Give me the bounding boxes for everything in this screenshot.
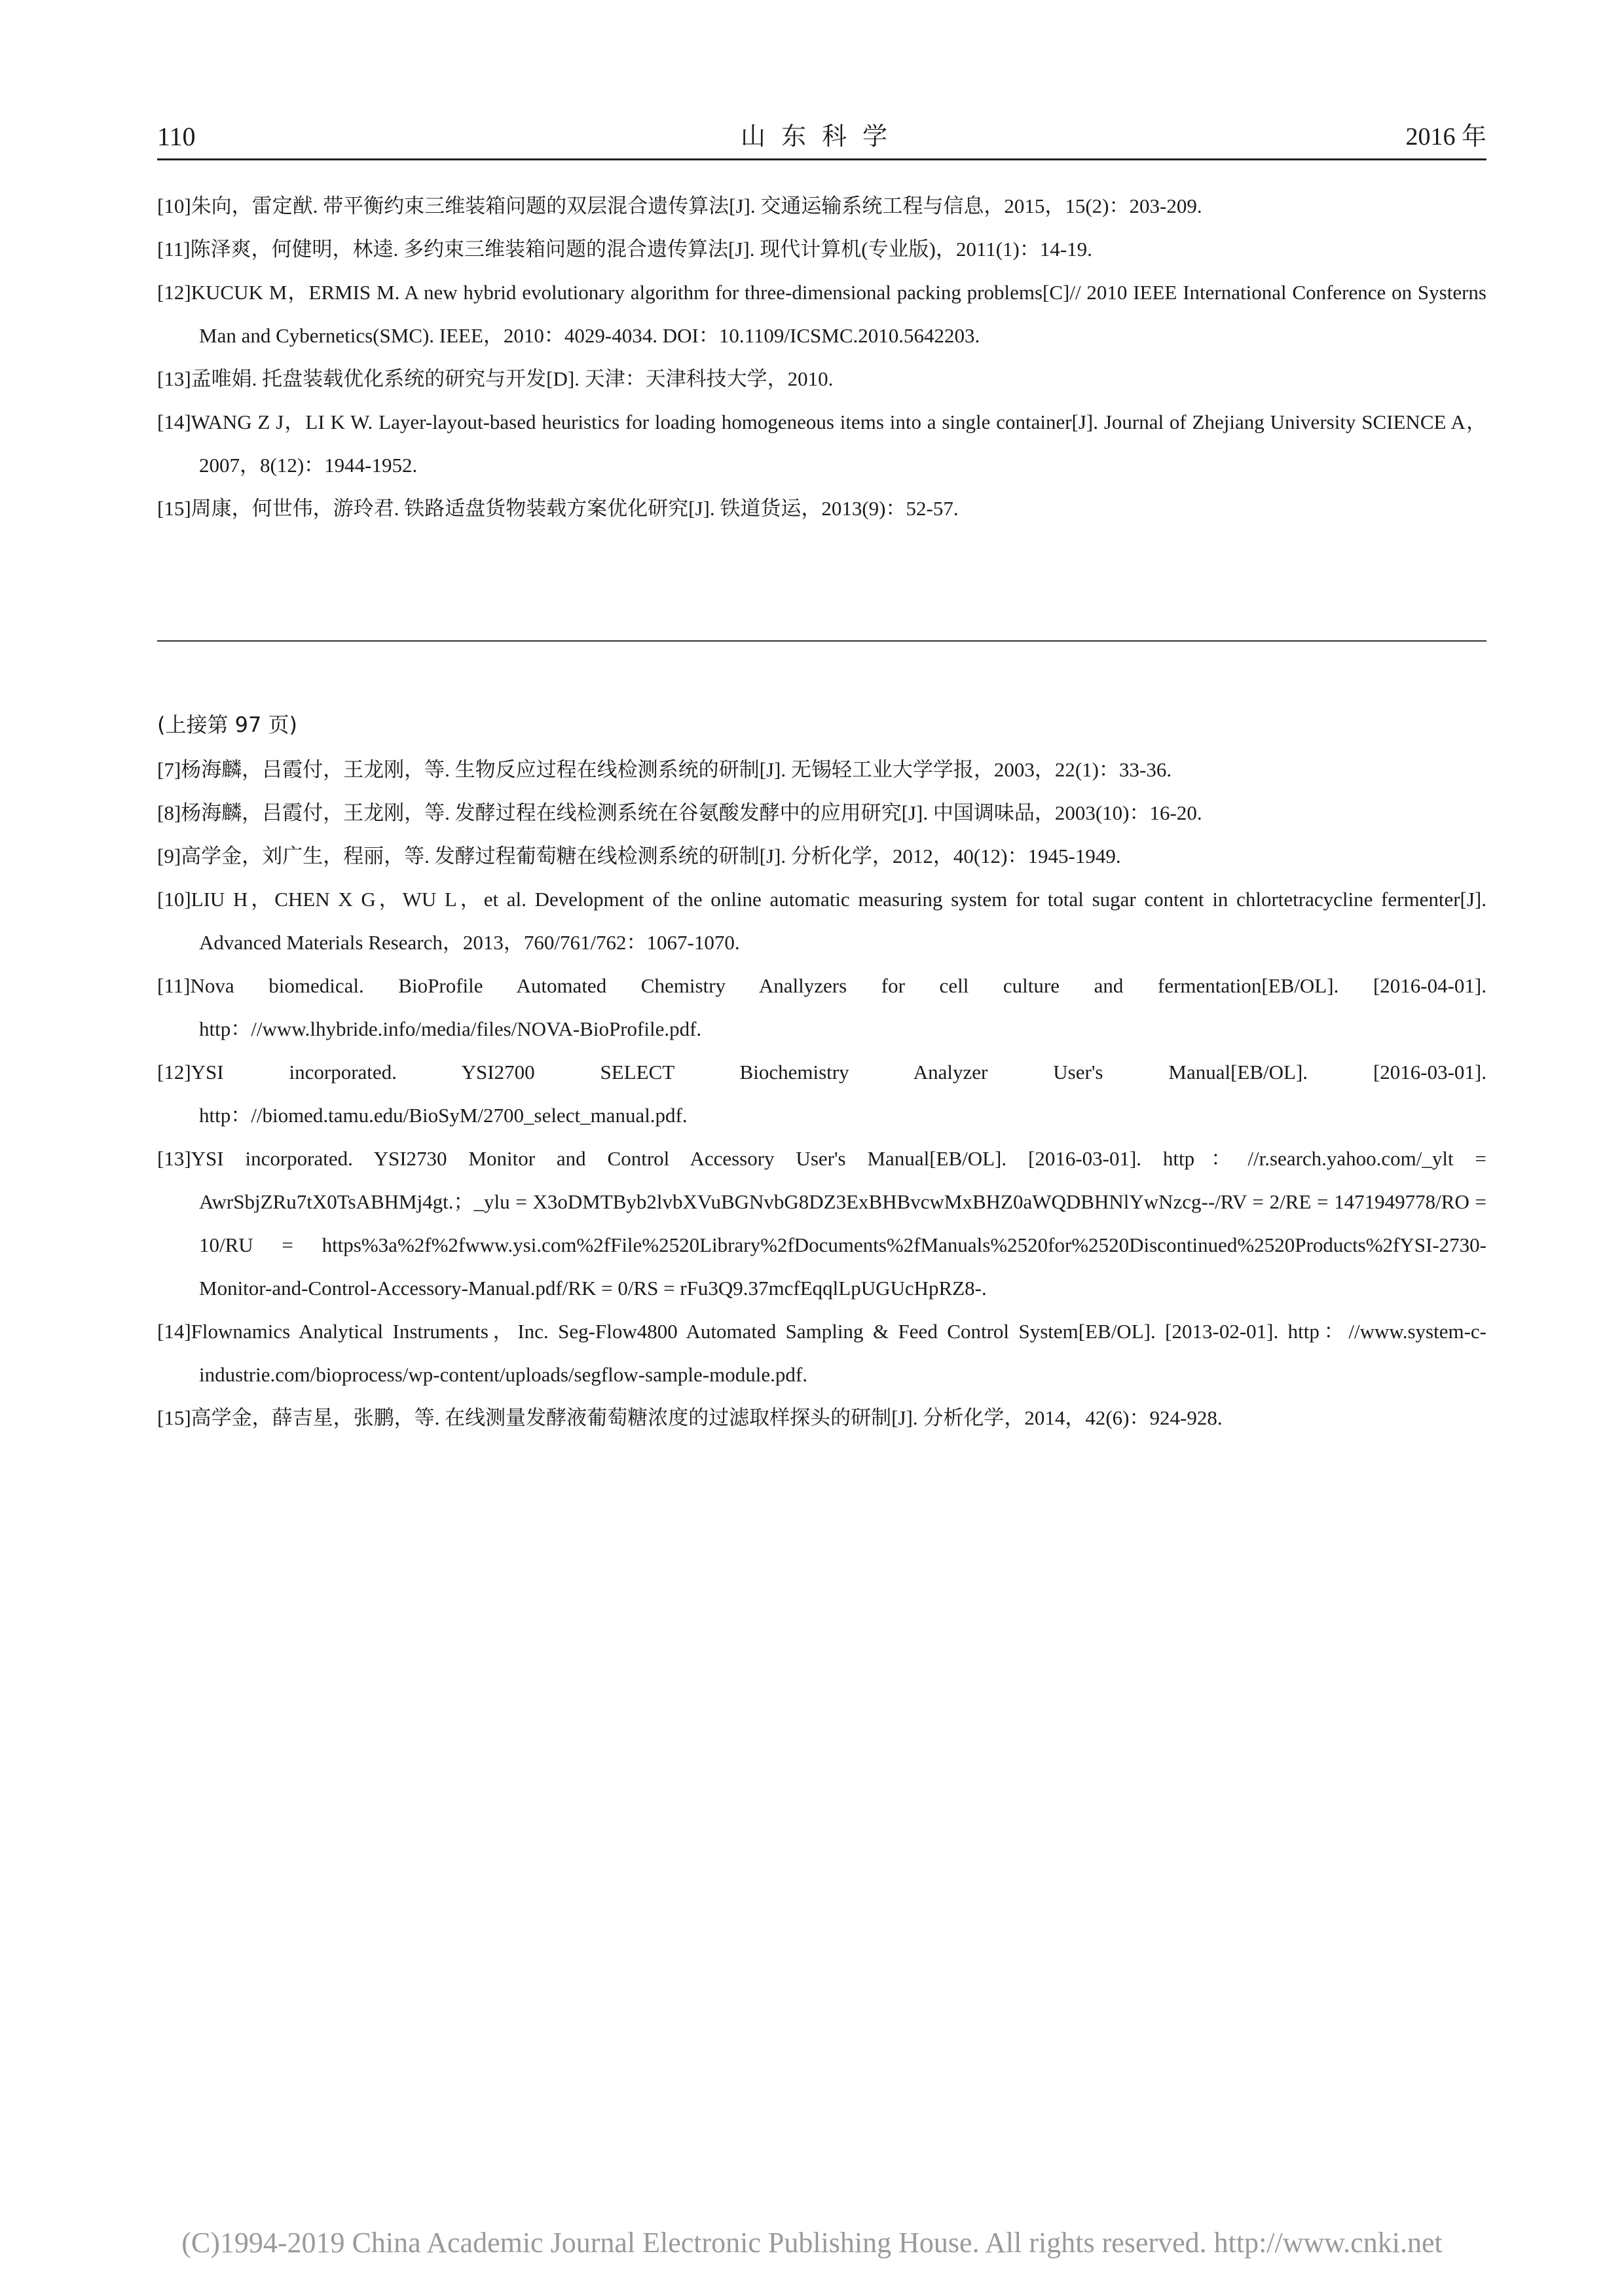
continued-from-label: (上接第 97 页) (157, 712, 298, 737)
reference-item: [15]周康，何世伟，游玲君. 铁路适盘货物装载方案优化研究[J]. 铁道货运，2013(9)：52-57. (157, 497, 959, 520)
reference-item: [13]孟唯娟. 托盘装载优化系统的研究与开发[D]. 天津：天津科技大学，2010. (157, 367, 834, 390)
reference-item: [7]杨海麟，吕霞付，王龙刚，等. 生物反应过程在线检测系统的研制[J]. 无锡轻工业大学学报，2003，22(1)：33-36. (157, 758, 1172, 781)
section-divider (157, 640, 1486, 642)
reference-item: [10]朱向，雷定猷. 带平衡约束三维装箱问题的双层混合遗传算法[J]. 交通运输系统工程与信息，2015，15(2)：203-209. (157, 194, 1202, 217)
page-header (157, 118, 1486, 157)
reference-item: [12]KUCUK M，ERMIS M. A new hybrid evolutionary algorithm for three-dimensional packing problems[C]// 2010 IEEE International Conference on Systerns Man and Cybernetics(SMC). IEEE，2010：4029-4034. DOI：10.1109/ICSMC.2010.5642203. (157, 281, 1486, 347)
reference-item: [8]杨海麟，吕霞付，王龙刚，等. 发酵过程在线检测系统在谷氨酸发酵中的应用研究[J]. 中国调味品，2003(10)：16-20. (157, 801, 1202, 824)
reference-item: [14]WANG Z J，LI K W. Layer-layout-based heuristics for loading homogeneous items into a single container[J]. Journal of Zhejiang University SCIENCE A，2007，8(12)：1944-1952. (157, 410, 1486, 477)
reference-item: [11]陈泽爽，何健明，林逵. 多约束三维装箱问题的混合遗传算法[J]. 现代计算机(专业版)，2011(1)：14-19. (157, 238, 1092, 261)
reference-item: [12]YSI incorporated. YSI2700 SELECT Biochemistry Analyzer User's Manual[EB/OL]. [2016-03-01]. http：//biomed.tamu.edu/BioSyM/2700_select_manual.pdf. (157, 1061, 1486, 1127)
reference-item: [13]YSI incorporated. YSI2730 Monitor and Control Accessory User's Manual[EB/OL]. [2016-03-01]. http：//r.search.yahoo.com/_ylt = AwrSbjZRu7tX0TsABHMj4gt.；_ylu = X3oDMTByb2lvbXVuBGNvbG8DZ3ExBHBvcwMxBHZ0aWQDBHNlYwNzcg--/RV = 2/RE = 1471949778/RO = 10/RU = https%3a%2f%2fwww.ysi.com%2fFile%2520Library%2fDocuments%2fManuals%2520for%2520Discontinued%2520Products%2fYSI-2730-Monitor-and-Control-Accessory-Manual.pdf/RK = 0/RS = rFu3Q9.37mcfEqqlLpUGUcHpRZ8-. (157, 1147, 1486, 1300)
page-number: 110 (157, 122, 196, 151)
header-divider (157, 158, 1486, 160)
reference-list-top (157, 185, 1486, 530)
reference-item: [14]Flownamics Analytical Instruments，Inc. Seg-Flow4800 Automated Sampling & Feed Control System[EB/OL]. [2013-02-01]. http：//www.system-c-industrie.com/bioprocess/wp-content/uploads/segflow-sample-module.pdf. (157, 1320, 1486, 1386)
reference-item: [11]Nova biomedical. BioProfile Automated Chemistry Anallyzers for cell culture and fermentation[EB/OL]. [2016-04-01]. http：//www.lhybride.info/media/files/NOVA-BioProfile.pdf. (157, 974, 1486, 1040)
journal-title: 山东科学 (740, 122, 903, 151)
reference-list-bottom (157, 748, 1486, 1440)
publication-year: 2016 年 (1405, 123, 1486, 151)
reference-item: [15]高学金，薛吉星，张鹏，等. 在线测量发酵液葡萄糖浓度的过滤取样探头的研制[J]. 分析化学，2014，42(6)：924-928. (157, 1406, 1223, 1429)
copyright-footer: (C)1994-2019 China Academic Journal Electronic Publishing House. All rights reserved. http://www.cnki.net (181, 2227, 1443, 2259)
reference-item: [10]LIU H，CHEN X G，WU L，et al. Development of the online automatic measuring system for total sugar content in chlortetracycline fermenter[J]. Advanced Materials Research，2013，760/761/762：1067-1070. (157, 888, 1486, 954)
reference-item: [9]高学金，刘广生，程丽，等. 发酵过程葡萄糖在线检测系统的研制[J]. 分析化学，2012，40(12)：1945-1949. (157, 845, 1121, 867)
